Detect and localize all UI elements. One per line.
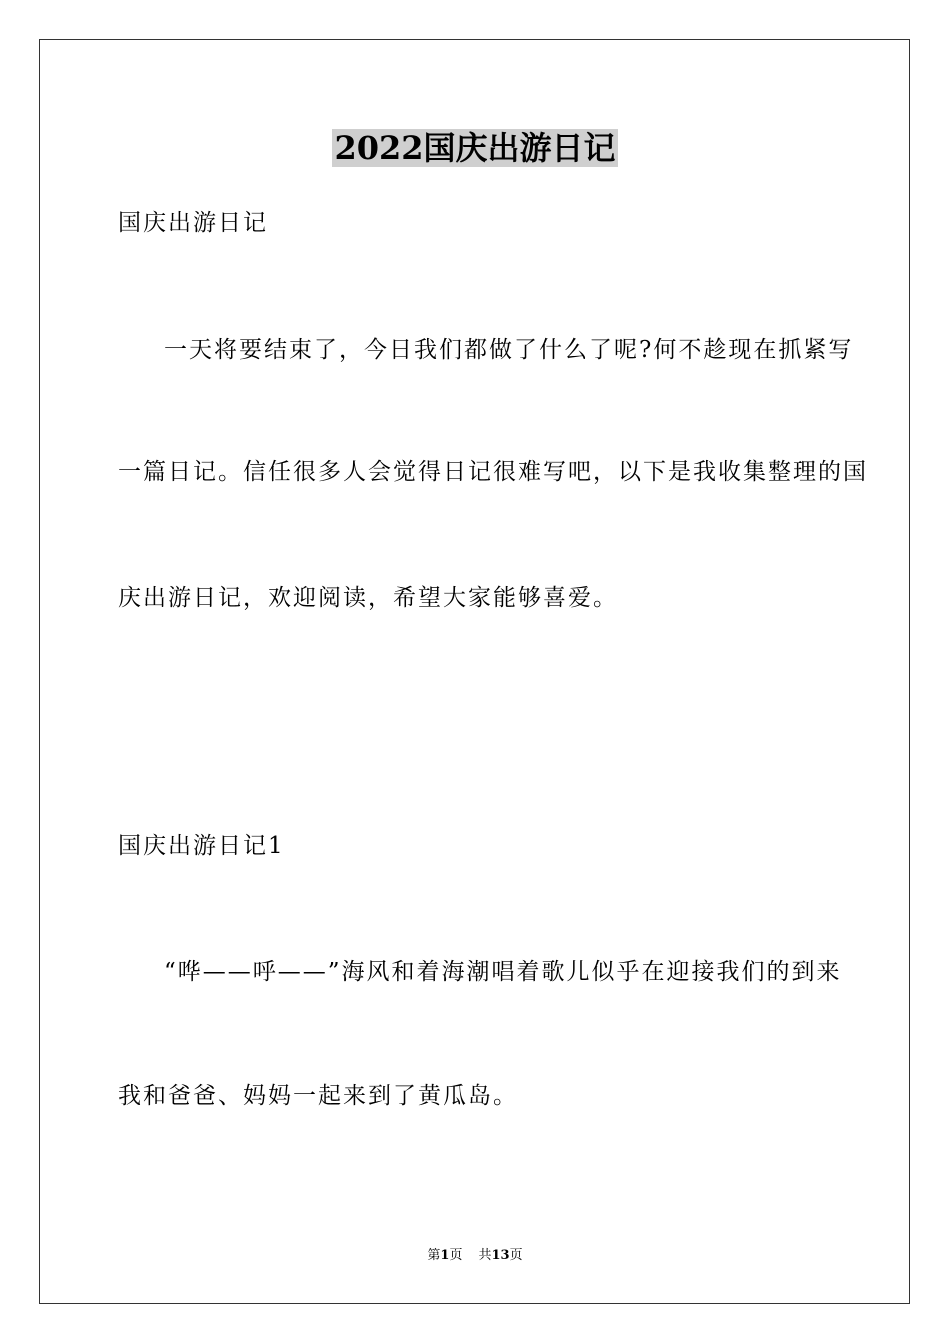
footer-total-prefix: 共 bbox=[478, 1248, 492, 1263]
footer-total-pages: 13 bbox=[491, 1248, 510, 1263]
footer-page-suffix: 页 bbox=[449, 1248, 463, 1263]
footer-page-number: 1 bbox=[440, 1248, 450, 1263]
section-heading-1: 国庆出游日记1 bbox=[118, 833, 285, 859]
footer-page-prefix: 第 bbox=[427, 1248, 441, 1263]
document-title-text: 2022国庆出游日记 bbox=[334, 129, 616, 167]
document-title bbox=[0, 126, 950, 170]
intro-paragraph-line-1: 一天将要结束了，今日我们都做了什么了呢?何不趁现在抓紧写 bbox=[164, 337, 854, 363]
intro-heading: 国庆出游日记 bbox=[118, 210, 268, 236]
intro-paragraph-line-3: 庆出游日记，欢迎阅读，希望大家能够喜爱。 bbox=[118, 585, 618, 611]
page-footer bbox=[0, 1246, 950, 1266]
section-paragraph-line-2: 我和爸爸、妈妈一起来到了黄瓜岛。 bbox=[118, 1083, 518, 1109]
intro-paragraph-line-2: 一篇日记。信任很多人会觉得日记很难写吧，以下是我收集整理的国 bbox=[118, 459, 868, 485]
section-paragraph-line-1: “哗——呼——”海风和着海潮唱着歌儿似乎在迎接我们的到来 bbox=[164, 959, 842, 985]
footer-total-suffix: 页 bbox=[509, 1248, 523, 1263]
